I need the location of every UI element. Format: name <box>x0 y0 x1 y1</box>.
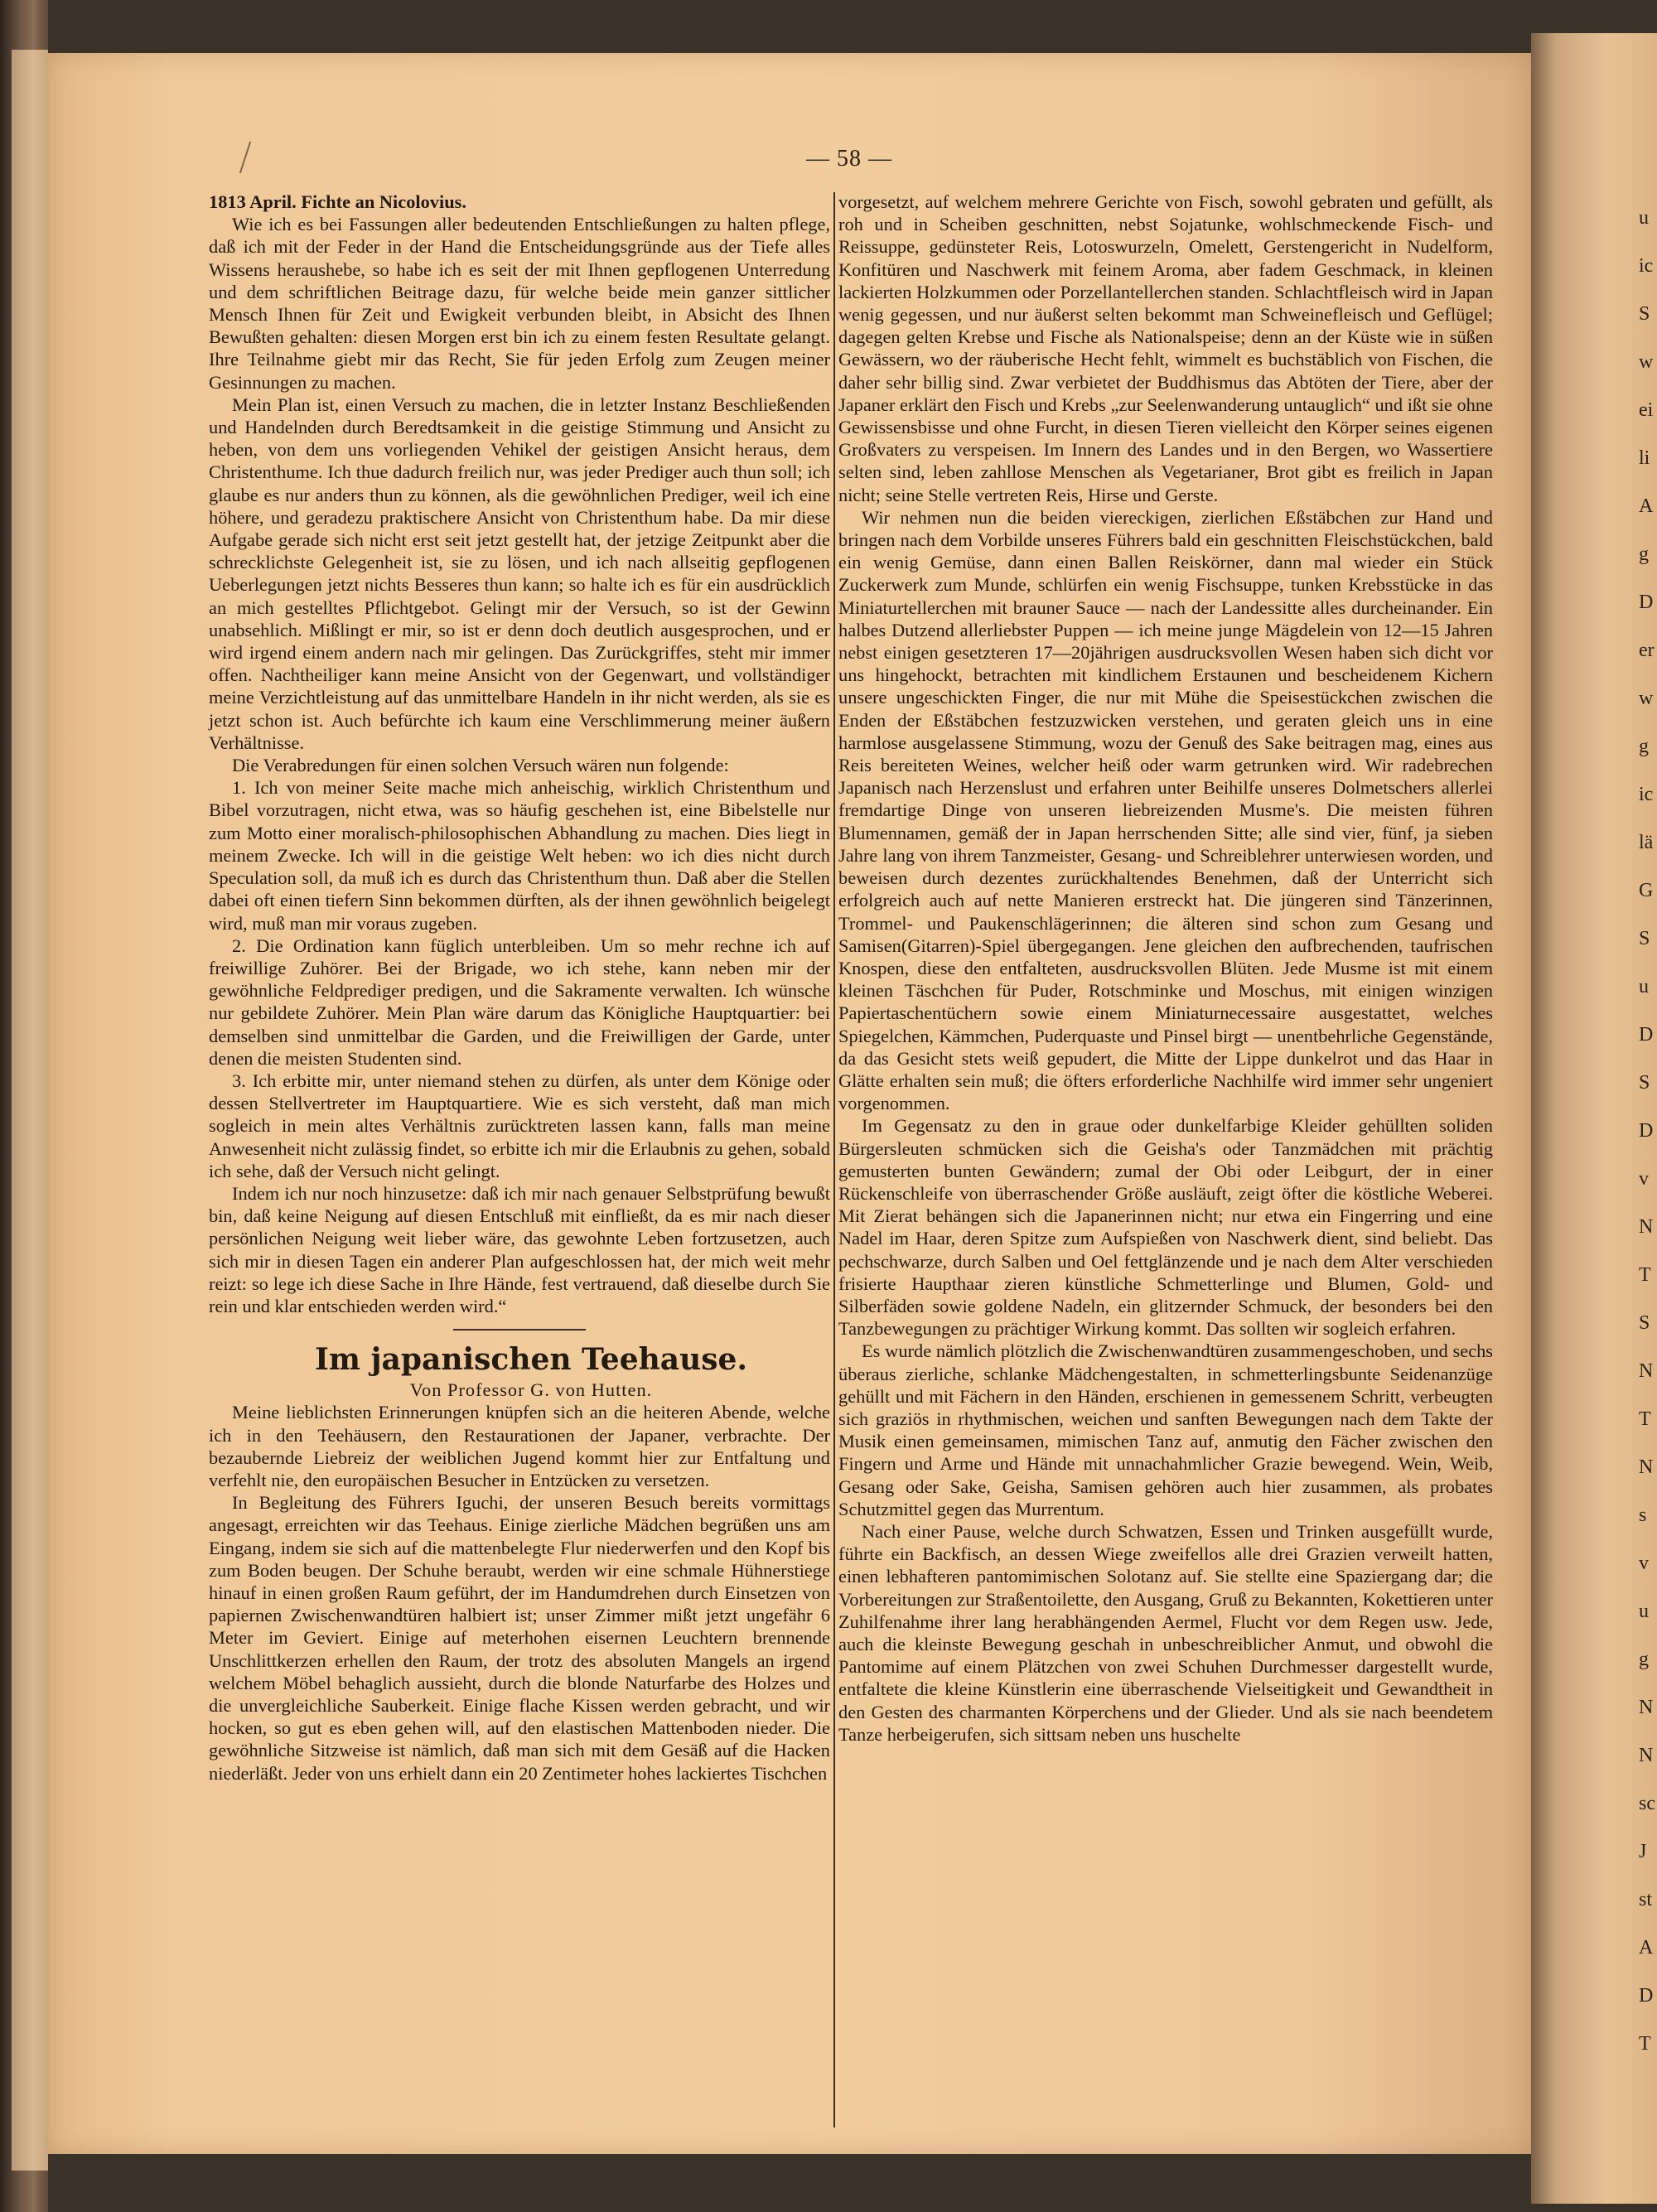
next-page-fragment: lä <box>1639 832 1654 853</box>
article-paragraph: Nach einer Pause, welche durch Schwatzen, Essen und Trinken ausgefüllt wurde, führte ein Backfisch, an dessen Wiege zweifellos alle drei Grazien verweilt hatten, einen lebhafteren pantomimischen Solotanz auf. Sie stellte eine Spaziergang dar; die Vorbereitungen zur Straßentoilette, den Ausgang, Gruß zu Bekannten, Kokettieren unter Zuhilfenahme ihrer lang herabhängenden Aermel, Flucht vor dem Regen usw. Jede, auch die kleinste Bewegung geschah in unbeschreiblicher Anmut, und obwohl die Pantomime auf einem Plätzchen von zwei Schuhen Durchmesser dargestellt wurde, entfaltete die kleine Künstlerin eine überraschende Vielseitigkeit und Gewandtheit in den Gesten des charmanten Körperchens und der Glieder. Und als sie nach beendetem Tanze herbeigerufen, sich sittsam neben uns huschelte <box>838 1520 1493 1745</box>
page-number: — 58 — <box>806 146 892 171</box>
section-divider <box>453 1329 586 1331</box>
letter-paragraph: Die Verabredungen für einen solchen Versuch wären nun folgende: <box>232 755 729 776</box>
next-page-fragment: N <box>1639 1456 1654 1478</box>
next-page-fragment: li <box>1639 447 1650 469</box>
next-page-fragment: T <box>1639 1408 1651 1430</box>
next-page-fragment: A <box>1639 495 1654 517</box>
letter-paragraph: 3. Ich erbitte mir, unter niemand stehen zu dürfen, als unter dem Könige oder dessen Stellvertreter im Hauptquartiere. Wie es sich versteht, daß man mich sogleich in mein altes Verhältnis zurücktreten lassen kann, falls man meine Anwesenheit nicht zulässig findet, so erbitte ich mir die Erlaubnis zu gehen, sobald ich sehe, daß der Versuch nicht gelingt. <box>209 1070 830 1181</box>
right-column <box>838 191 1493 2154</box>
letter-heading: 1813 April. Fichte an Nicolovius. <box>209 191 466 212</box>
next-page-fragment: v <box>1639 1553 1649 1574</box>
next-page-fragment: ei <box>1639 399 1654 421</box>
next-page-fragment: D <box>1639 1120 1654 1142</box>
next-page-fragment: N <box>1639 1697 1654 1718</box>
next-page-fragment: T <box>1639 1264 1651 1286</box>
next-page-fragment: g <box>1639 1649 1649 1670</box>
next-page-fragment: v <box>1639 1168 1649 1190</box>
article-paragraph: vorgesetzt, auf welchem mehrere Gerichte von Fisch, sowohl gebraten und gefüllt, als roh und in Scheiben geschnitten, nebst Sojatunke, wohlschmeckende Fisch- und Reissuppe, gedünsteter Reis, Lotoswurzeln, Omelett, Gerstengericht in Nudelform, Konfitüren und Naschwerk mit feinem Aroma, aber fadem Geschmack, in kleinen lackierten Holzkummen oder Porzellantellerchen standen. Schlachtfleisch wird in Japan wenig gegessen, und nur äußerst selten bekommt man Schweinefleisch und Geflügel; dagegen gelten Krebse und Fische als Nationalspeise; denn an der Küste wie in süßen Gewässern, wo der räuberische Hecht fehlt, wimmelt es buchstäblich von Fischen, die daher sehr billig sind. Zwar verbietet der Buddhismus das Abtöten der Tiere, aber der Japaner erklärt den Fisch und Krebs „zur Seelenwanderung untauglich“ und ißt sie ohne Gewissensbisse und ohne Furcht, in diesen Tieren vielleicht den Körper seines eigenen Großvaters zu verspeisen. Im Innern des Landes und in den Bergen, wo Wassertiere selten sind, leben zahllose Menschen als Vegetarianer, Brot gibt es freilich in Japan nicht; seine Stelle vertreten Reis, Hirse und Gerste. <box>838 191 1493 505</box>
next-page-fragment: w <box>1639 688 1654 709</box>
next-page-fragment: st <box>1639 1889 1653 1910</box>
next-page-fragment: s <box>1639 1504 1647 1526</box>
left-column <box>209 191 830 2137</box>
next-page-fragment: D <box>1639 1985 1654 2007</box>
next-page-fragment: J <box>1639 1841 1647 1862</box>
next-page-fragment: sc <box>1639 1793 1655 1814</box>
next-page-fragment: S <box>1639 928 1650 949</box>
next-page-fragment: A <box>1639 1937 1654 1958</box>
next-page-fragment: S <box>1639 1072 1650 1094</box>
next-page-fragment: u <box>1639 207 1649 229</box>
article-paragraph: Meine lieblichsten Erinnerungen knüpfen sich an die heiteren Abende, welche ich in den Teehäusern, den Restaurationen der Japaner, verbrachte. Der bezaubernde Liebreiz der weiblichen Jugend kommt hier zur Entfaltung und verfehlt nie, den europäischen Besucher in Entzücken zu versetzen. <box>209 1402 830 1490</box>
next-page-fragment: D <box>1639 592 1654 613</box>
next-page-fragment: w <box>1639 351 1654 373</box>
letter-paragraph: 2. Die Ordination kann füglich unterbleiben. Um so mehr rechne ich auf freiwillige Zuhörer. Bei der Brigade, wo ich stehe, kann neben mir der gewöhnliche Feldprediger predigen, und die Sakramente verwalten. Ich wünsche nur gebildete Zuhörer. Mein Plan wäre darum das Königliche Hauptquartier: bei demselben sind unmittelbar die Garden, und die Freiwilligen der Garde, unter denen die meisten Studenten sind. <box>209 935 830 1069</box>
article-paragraph: In Begleitung des Führers Iguchi, der unseren Besuch bereits vormittags angesagt, erreichten wir das Teehaus. Einige zierliche Mädchen begrüßen uns am Eingang, indem sie sich auf die mattenbelegte Flur niederwerfen und den Kopf bis zum Boden beugen. Der Schuhe beraubt, werden wir eine schmale Hühnerstiege hinauf in einen großen Raum geführt, der im Handumdrehen durch Einsetzen von papiernen Zwischenwandtüren halbiert ist; unser Zimmer mißt jetzt ungefähr 6 Meter im Geviert. Einige auf meterhohen eisernen Leuchtern brennende Unschlittkerzen erhellen den Raum, der trotz des absoluten Mangels an irgend welchem Möbel behaglich aussieht, durch die blonde Naturfarbe des Holzes und die unvergleichliche Sauberkeit. Einige flache Kissen werden gebracht, und wir hocken, so gut es eben gehen will, auf den elastischen Mattenboden nieder. Die gewöhnliche Sitzweise ist nämlich, daß man sich mit dem Gesäß auf die Hacken niederläßt. Jeder von uns erhielt dann ein 20 Zentimeter hohes lackiertes Tischchen <box>209 1492 830 1784</box>
next-page-fragment: g <box>1639 736 1649 757</box>
next-page-fragment: D <box>1639 1024 1654 1046</box>
next-page-fragment: N <box>1639 1745 1654 1766</box>
next-page-fragment: N <box>1639 1360 1654 1382</box>
article-paragraph: Es wurde nämlich plötzlich die Zwischenwandtüren zusammengeschoben, und sechs überaus zierliche, schlanke Mädchengestalten, in schmetterlingsbunte Seidenanzüge gehüllt und mit Fächern in den Händen, erschienen in gemessenem Schritt, verbeugten sich graziös in rhythmischen, weichen und sanften Bewegungen nach dem Takte der Musik einen gemeinsamen, mimischen Tanz auf, anmutig den Fächer zwischen den Fingern und Arme und Hände mit unnachahmlicher Grazie bewegend. Wein, Weib, Gesang oder Sake, Geisha, Samisen gehören auch hier zusammen, als probates Schutzmittel gegen das Murrentum. <box>838 1340 1493 1519</box>
letter-paragraph: 1. Ich von meiner Seite mache mich anheischig, wirklich Christenthum und Bibel vorzutragen, nicht etwa, was so häufig geschehen ist, eine Bibelstelle nur zum Motto einer moralisch-philosophischen Abhandlung zu machen. Dies liegt in meinem Zwecke. Ich will in die geistige Welt heben: wo ich dies nicht durch Speculation soll, da muß ich es durch das Christenthum thun. Daß aber die Stellen dabei oft einen tiefern Sinn bekommen dürften, als der ihnen gewöhnlich beigelegt wird, muß man mir voraus zugeben. <box>209 777 830 934</box>
letter-paragraph: Mein Plan ist, einen Versuch zu machen, die in letzter Instanz Beschließenden und Handelnden durch Beredtsamkeit in die geistige Stimmung und Ansicht zu heben, von dem uns vorliegenden Vehikel der geistigen Ansicht heraus, dem Christenthume. Ich thue dadurch freilich nur, was jeder Prediger auch thun soll; ich glaube es nur anders thun zu können, als die gewöhnlichen Prediger, weil ich eine höhere, und geradezu praktischere Ansicht von Christenthum habe. Da mir diese Aufgabe gerade sich nicht erst seit jetzt gestellt hat, der jetzige Zeitpunkt aber die schrecklichste Gelegenheit ist, sie zu lösen, und ich nach allseitig gepflogenen Ueberlegungen jetzt nichts Besseres thun kann; so halte ich es für ein ausdrücklich an mich gestelltes Pflichtgebot. Gelingt mir der Versuch, so ist der Gewinn unabsehlich. Mißlingt er mir, so ist er denn doch deutlich ausgesprochen, und er wird irgend einem andern nach mir gelingen. Das Zurückgriffes, steht mir immer offen. Nachtheiliger kann meine Ansicht von der Gegenwart, und vollständiger meine Verzichtleistung auf das unmittelbare Handeln in ihr nicht werden, als sie es jetzt schon ist. Auch befürchte ich kaum eine Verschlimmerung meiner äußern Verhältnisse. <box>209 394 830 753</box>
left-page-edge <box>12 50 48 2171</box>
next-page-fragment: T <box>1639 2033 1651 2055</box>
next-page-fragment: er <box>1639 640 1655 661</box>
next-page-fragment: u <box>1639 1601 1649 1622</box>
column-divider <box>833 192 835 2127</box>
next-page-fragment: S <box>1639 303 1650 325</box>
next-page-fragment: ic <box>1639 255 1654 277</box>
letter-paragraph: Indem ich nur noch hinzusetze: daß ich mir nach genauer Selbstprüfung bewußt bin, daß keine Neigung auf diesen Entschluß mit einfließt, da es mir nach dieser persönlichen Neigung weit lieber wäre, das gewohnte Leben fortzusetzen, auch sich mir in diesen Tagen ein anderer Plan aufgeschlossen hat, der mich weit mehr reizt: so lege ich diese Sache in Ihre Hände, fest vertrauend, daß dieselbe durch Sie rein und klar entschieden werden wird.“ <box>209 1182 830 1316</box>
article-byline: Von Professor G. von Hutten. <box>409 1379 653 1401</box>
next-page-fragment: u <box>1639 976 1649 997</box>
next-page-fragment: N <box>1639 1216 1654 1238</box>
letter-paragraph: Wie ich es bei Fassungen aller bedeutenden Entschließungen zu halten pflege, daß ich mit der Feder in der Hand die Entscheidungsgründe aus der Tiefe alles Wissens heraushebe, so habe ich es seit der mit Ihnen gepflogenen Unterredung und dem schriftlichen Beitrage dazu, für welche beide mein ganzer sittlicher Mensch Ihnen für Zeit und Ewigkeit verbunden bleibt, in Absicht des Ihnen Bewußten gehalten: diesen Morgen erst bin ich zu einem festen Resultate gelangt. Ihre Teilnahme giebt mir das Recht, Sie für jeden Erfolg zum Zeugen meiner Gesinnungen zu machen. <box>209 214 830 393</box>
next-page-edge <box>1531 33 1657 2204</box>
article-title: Im japanischen Teehause. <box>315 1342 747 1378</box>
article-paragraph: Im Gegensatz zu den in graue oder dunkelfarbige Kleider gehüllten soliden Bürgersleuten schmücken sich die Geisha's oder Tanzmädchen mit prächtig gemusterten bunten Gewändern; zumal der Obi oder Leibgurt, der in einer Rückenschleife von überraschender Größe ausläuft, zeigt öfter die köstliche Weberei. Mit Zierat behängen sich die Japanerinnen nicht; nur etwa ein Fingerring und eine Nadel im Haar, deren Spitze zum Aufspießen von Naschwerk dient, sind beliebt. Das pechschwarze, durch Salben und Oel fettglänzende und je nach dem Alter verschieden frisierte Haupthaar zieren künstliche Schmetterlinge und Blumen, Gold- und Silberfäden sowie goldene Nadeln, ein glitzernder Schmuck, der besonders bei den Tanzbewegungen zu prächtiger Wirkung kommt. Das sollten wir sogleich erfahren. <box>838 1115 1493 1340</box>
next-page-fragment: ic <box>1639 784 1654 805</box>
article-paragraph: Wir nehmen nun die beiden viereckigen, zierlichen Eßstäbchen zur Hand und bringen nach dem Vorbilde unseres Führers bald ein geschnitten Fleischstückchen, bald ein wenig Gemüse, dann einen Ballen Reiskörner, dann mal wieder ein Stück Zuckerwerk zum Munde, schlürfen ein wenig Fischsuppe, tunken Krebsstücke in das Miniaturtellerchen mit brauner Sauce — nach der Landessitte alles durcheinander. Ein halbes Dutzend allerliebster Puppen — ich meine junge Mägdelein von 12—15 Jahren nebst einigen gesetzteren 17—20jährigen ausdrucksvollen Wesen haben sich dicht vor uns hingehockt, betrachten mit kindlichem Erstaunen und bescheidenem Kichern unsere ungeschickten Finger, die nur mit Mühe die Speisestückchen zwischen die Enden der Eßstäbchen festzuzwicken verstehen, und geraten gleich uns in eine harmlose ausgelassene Stimmung, wozu der Genuß des Sake beitragen mag, eines aus Reis bereiteten Weines, welcher heiß oder warm getrunken wird. Wir radebrechen Japanisch nach Herzenslust und erfahren unter Beihilfe unseres Dolmetschers allerlei fremdartige Dinge von unseren liebreizenden Musme's. Die meisten führen Blumennamen, gemäß der in Japan herrschenden Sitte; alle sind vier, fünf, ja sieben Jahre lang von ihrem Tanzmeister, Gesang- und Schreiblehrer unterwiesen worden, und beweisen durch dezentes zurückhaltendes Benehmen, daß der Unterricht sich erfolgreich auch auf nette Manieren erstreckt hat. Die jüngeren sind Tänzerinnen, Trommel- und Paukenschlägerinnen; die älteren sind schon zum Gesang und Samisen(Gitarren)-Spiel übergegangen. Jene gleichen den aufbrechenden, taufrischen Knospen, diese den entfalteten, ausdrucksvollen Blüten. Jede Musme ist mit einem kleinen Täschchen für Puder, Rotschminke und Moschus, mit einigen winzigen Papiertaschentüchern sowie einem Miniaturnecessaire ausgestattet, welches Spiegelchen, Kämmchen, Puderquaste und Pinsel birgt — unentbehrliche Gegenstände, da das Gesicht stets weiß gepudert, die Mitte der Lippe dunkelrot und das Haar in Glätte erhalten sein muß; die öfters erforderliche Nachhilfe wird immer sehr ungeniert vorgenommen. <box>838 506 1493 1114</box>
next-page-fragment: S <box>1639 1312 1650 1334</box>
next-page-fragment: g <box>1639 543 1649 565</box>
next-page-fragment: G <box>1639 880 1654 901</box>
